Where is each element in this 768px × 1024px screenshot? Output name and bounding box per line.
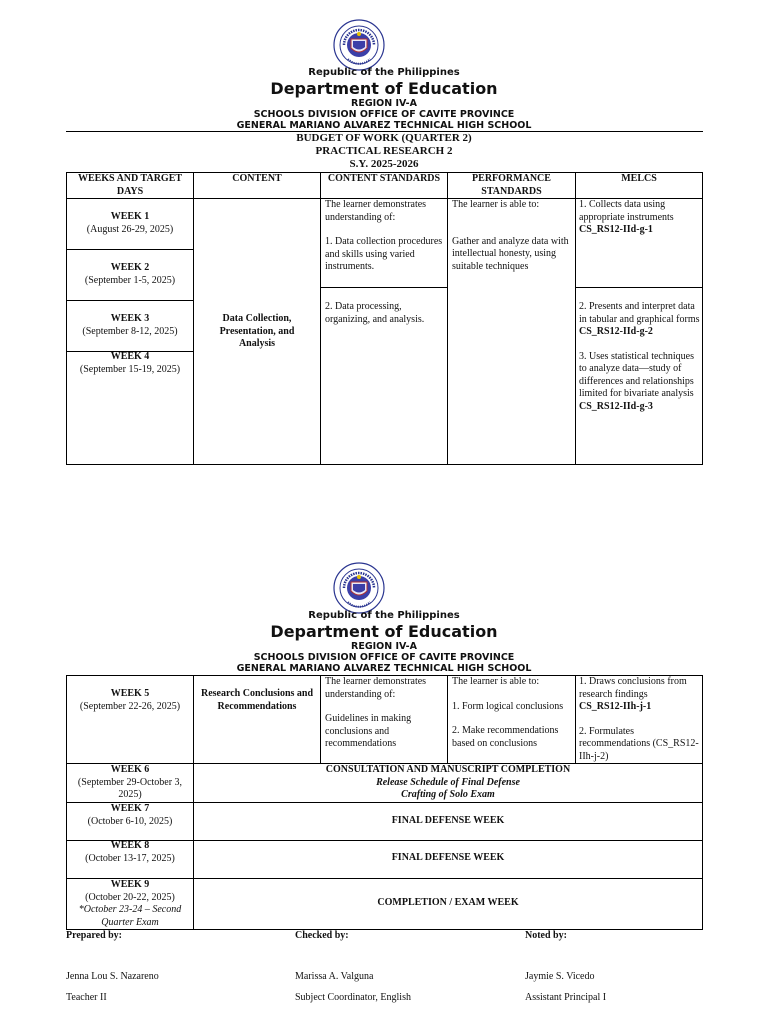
col-header-content: CONTENT (232, 173, 282, 184)
content-standards-cell (325, 199, 445, 274)
checked-by-title: Subject Coordinator, English (295, 992, 411, 1003)
week-8-activity: FINAL DEFENSE WEEK (391, 852, 505, 863)
week-label: WEEK 8 (110, 840, 150, 851)
school-text: GENERAL MARIANO ALVAREZ TECHNICAL HIGH SCHOOL (236, 120, 532, 131)
week-2-cell (67, 262, 193, 287)
ps-item-2: 2. Make recommendations based on conclusions (452, 725, 559, 749)
week-5-cell (67, 688, 193, 713)
week-7-cell (67, 803, 193, 828)
week-label: WEEK 1 (110, 211, 150, 222)
deped-seal-logo (333, 19, 385, 71)
week-dates: (October 6-10, 2025) (87, 815, 173, 827)
noted-by-name: Jaymie S. Vicedo (525, 971, 595, 982)
noted-by-label: Noted by: (525, 930, 567, 941)
week-dates: (September 15-19, 2025) (79, 363, 181, 375)
cs-intro: The learner demonstrates understanding of: (325, 199, 427, 223)
week-6-cell (67, 764, 193, 802)
ps-intro: The learner is able to: (452, 199, 540, 210)
melc-3-code: CS_RS12-IId-g-3 (579, 400, 653, 412)
performance-standards-cell (452, 199, 573, 273)
week-dates: (September 8-12, 2025) (82, 325, 178, 337)
melc-1-code: CS_RS12-IIh-j-1 (579, 701, 652, 712)
checked-by-label: Checked by: (295, 930, 349, 941)
melc-2-text: 2. Presents and interpret data in tabular and graphical forms (579, 301, 700, 325)
week-dates: (October 20-22, 2025) (85, 891, 175, 903)
republic-text: Republic of the Philippines (308, 67, 460, 78)
week-dates: (September 1-5, 2025) (84, 274, 176, 286)
week-7-activity: FINAL DEFENSE WEEK (391, 815, 505, 826)
melcs-cell-2 (579, 676, 701, 763)
melc-1-code: CS_RS12-IId-g-1 (579, 224, 653, 235)
department-title: Department of Education (270, 622, 498, 641)
week-3-cell (67, 313, 193, 338)
ps-item-1: 1. Form logical conclusions (452, 700, 564, 712)
department-title: Department of Education (270, 79, 498, 98)
region-text: REGION IV-A (351, 641, 417, 652)
week-label: WEEK 6 (110, 764, 150, 775)
week-label: WEEK 5 (110, 688, 150, 699)
noted-by-title: Assistant Principal I (525, 992, 607, 1003)
performance-standards-cell-2 (452, 676, 573, 750)
week-note: *October 23-24 – Second Quarter Exam (78, 904, 182, 928)
school-year: S.Y. 2025-2026 (349, 158, 419, 170)
melc-3-text: 3. Uses statistical techniques to analyze data—study of differences and relationships limited for bivariate analysis (579, 350, 694, 399)
activity-title: CONSULTATION AND MANUSCRIPT COMPLETION (325, 764, 571, 775)
week-6-activity (194, 764, 702, 802)
week-label: WEEK 7 (110, 803, 150, 814)
prepared-by-label: Prepared by: (66, 930, 123, 941)
content-topic-2: Research Conclusions and Recommendations (200, 688, 314, 712)
subject-title: PRACTICAL RESEARCH 2 (315, 145, 453, 157)
week-dates: (August 26-29, 2025) (86, 223, 174, 235)
col-header-performance-standards: PERFORMANCE STANDARDS (472, 173, 551, 197)
checked-by-name: Marissa A. Valguna (295, 971, 374, 982)
melc-2-3-cell (579, 301, 701, 413)
week-8-cell (67, 840, 193, 865)
prepared-by-title: Teacher II (66, 992, 107, 1003)
content-topic: Data Collection, Presentation, and Analysis (219, 313, 295, 349)
bow-title: BUDGET OF WORK (QUARTER 2) (296, 132, 472, 144)
prepared-by-name: Jenna Lou S. Nazareno (66, 971, 159, 982)
col-header-content-standards: CONTENT STANDARDS (327, 173, 441, 184)
week-4-cell (67, 351, 193, 376)
cs-item-2: 2. Data processing, organizing, and analysis. (325, 301, 425, 325)
content-standards-cell-2 (325, 676, 445, 751)
col-header-weeks: WEEKS AND TARGET DAYS (77, 173, 183, 197)
week-label: WEEK 2 (110, 262, 150, 273)
republic-text: Republic of the Philippines (308, 610, 460, 621)
melc-1-cell (579, 199, 701, 237)
col-header-melcs: MELCS (621, 173, 657, 184)
melc-2-text: 2. Formulates recommendations (CS_RS12-IIh-j-2) (579, 725, 699, 762)
week-label: WEEK 3 (110, 313, 150, 324)
melc-1-text: 1. Collects data using appropriate instruments (579, 199, 674, 223)
ps-item-1: Gather and analyze data with intellectual honesty, using suitable techniques (452, 235, 569, 272)
ps-intro: The learner is able to: (452, 676, 540, 687)
activity-sub-1: Release Schedule of Final Defense (376, 776, 520, 788)
region-text: REGION IV-A (351, 98, 417, 109)
cs-item-1: Guidelines in making conclusions and recommendations (325, 713, 412, 749)
melc-1-text: 1. Draws conclusions from research findings (579, 676, 687, 700)
week-dates: (October 13-17, 2025) (85, 852, 175, 864)
week-label: WEEK 9 (110, 879, 150, 890)
week-9-activity: COMPLETION / EXAM WEEK (377, 897, 519, 908)
division-text: SCHOOLS DIVISION OFFICE OF CAVITE PROVINCE (253, 652, 515, 663)
cs-item-1: 1. Data collection procedures and skills using varied instruments. (325, 236, 443, 272)
week-9-cell (67, 879, 193, 929)
melc-2-code: CS_RS12-IId-g-2 (579, 326, 653, 337)
school-text: GENERAL MARIANO ALVAREZ TECHNICAL HIGH SCHOOL (236, 663, 532, 674)
week-dates: (September 22-26, 2025) (79, 700, 181, 712)
activity-sub-2: Crafting of Solo Exam (401, 789, 495, 800)
week-dates: (September 29-October 3, 2025) (77, 776, 183, 800)
deped-seal-logo (333, 562, 385, 614)
week-1-cell (67, 211, 193, 236)
cs-intro: The learner demonstrates understanding of: (325, 676, 427, 700)
division-text: SCHOOLS DIVISION OFFICE OF CAVITE PROVINCE (253, 109, 515, 120)
week-label: WEEK 4 (110, 351, 150, 362)
